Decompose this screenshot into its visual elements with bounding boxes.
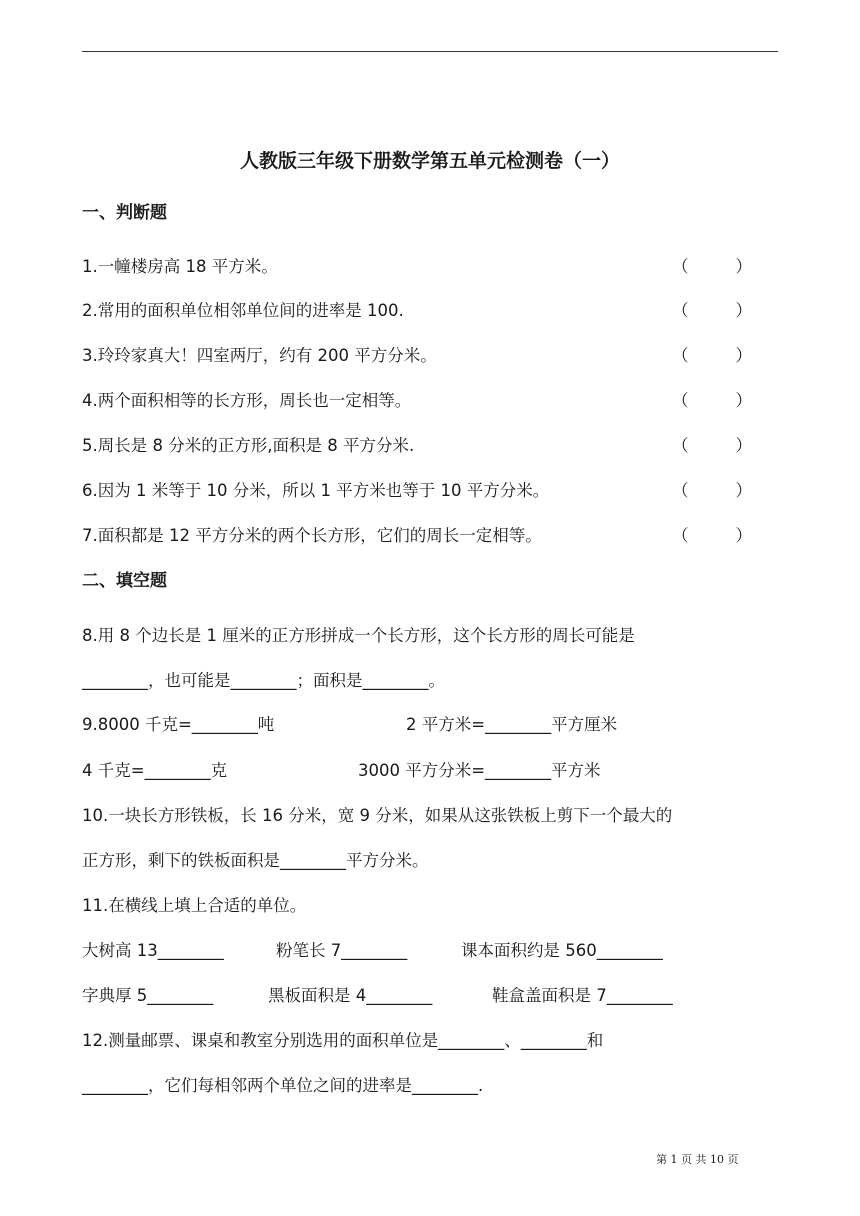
question-8-line-1: 8.用 8 个边长是 1 厘米的正方形拼成一个长方形，这个长方形的周长可能是 [82,626,635,645]
page-number: 第 1 页 共 10 页 [656,1153,739,1166]
question-11-c[interactable]: 课本面积约是 560________ [461,941,663,960]
question-12-line-2[interactable]: ________，它们每相邻两个单位之间的进率是________. [82,1076,484,1095]
answer-paren-4[interactable]: （ ） [672,391,752,410]
question-11-d[interactable]: 字典厚 5________ [82,986,214,1005]
answer-paren-7[interactable]: （ ） [672,526,752,545]
answer-paren-3[interactable]: （ ） [672,346,752,365]
question-9-a[interactable]: 9.8000 千克=________吨 [82,715,275,734]
page-title: 人教版三年级下册数学第五单元检测卷（一） [239,150,620,172]
question-11-e[interactable]: 黑板面积是 4________ [268,986,433,1005]
question-7: 7.面积都是 12 平方分米的两个长方形，它们的周长一定相等。 [82,526,542,545]
question-11-line-1: 11.在横线上填上合适的单位。 [82,896,307,915]
question-11-b[interactable]: 粉笔长 7________ [276,941,408,960]
section-heading-fill-in: 二、填空题 [82,571,167,591]
question-8-line-2[interactable]: ________，也可能是________；面积是________。 [82,671,445,690]
question-3: 3.玲玲家真大！四室两厅，约有 200 平方分米。 [82,346,437,365]
question-11-f[interactable]: 鞋盒盖面积是 7________ [492,986,673,1005]
answer-paren-2[interactable]: （ ） [672,301,752,320]
question-6: 6.因为 1 米等于 10 分米，所以 1 平方米也等于 10 平方分米。 [82,481,550,500]
question-5: 5.周长是 8 分米的正方形,面积是 8 平方分米. [82,436,415,455]
answer-paren-6[interactable]: （ ） [672,481,752,500]
section-heading-judgment: 一、判断题 [82,203,167,223]
question-4: 4.两个面积相等的长方形，周长也一定相等。 [82,391,412,410]
question-12-line-1[interactable]: 12.测量邮票、课桌和教室分别选用的面积单位是________、________和 [82,1031,604,1050]
question-9-c[interactable]: 4 千克=________克 [82,761,228,780]
question-11-a[interactable]: 大树高 13________ [82,941,224,960]
header-rule [82,51,778,52]
question-10-line-2[interactable]: 正方形，剩下的铁板面积是________平方分米。 [82,851,429,870]
question-1: 1.一幢楼房高 18 平方米。 [82,257,278,276]
question-9-d[interactable]: 3000 平方分米=________平方米 [358,761,601,780]
answer-paren-5[interactable]: （ ） [672,436,752,455]
question-9-b[interactable]: 2 平方米=________平方厘米 [406,715,618,734]
question-10-line-1: 10.一块长方形铁板，长 16 分米，宽 9 分米，如果从这张铁板上剪下一个最大的 [82,806,673,825]
question-2: 2.常用的面积单位相邻单位间的进率是 100. [82,301,404,320]
answer-paren-1[interactable]: （ ） [672,257,752,276]
